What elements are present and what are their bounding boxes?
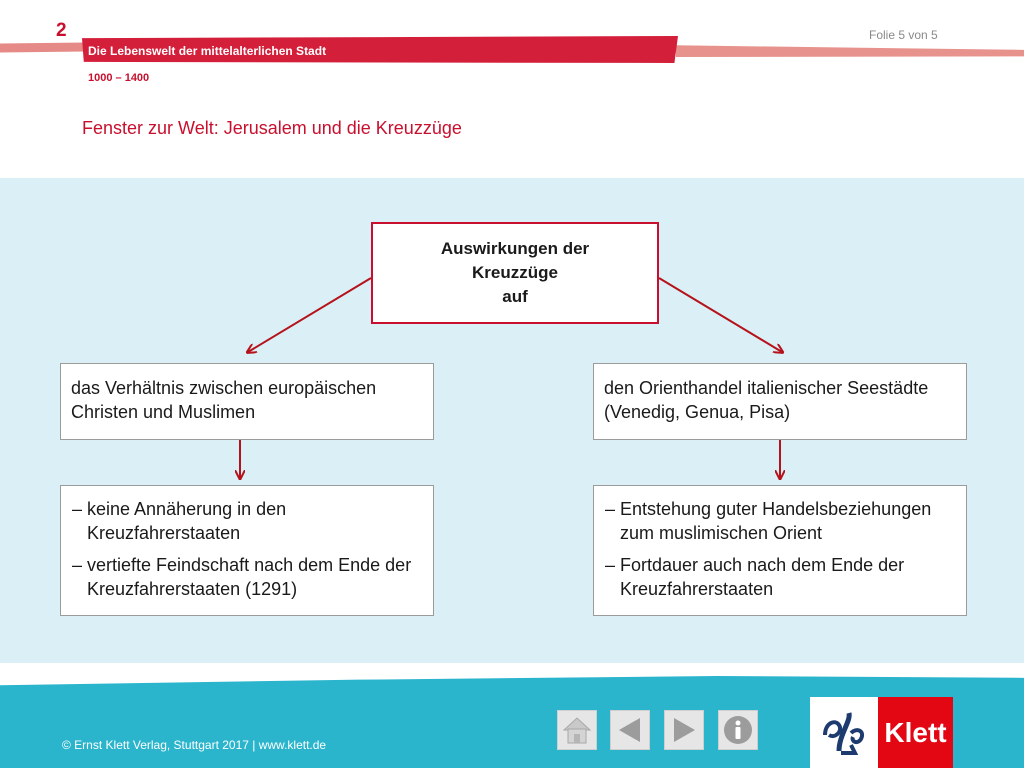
- chapter-title: Die Lebenswelt der mittelalterlichen Stadt: [88, 44, 327, 58]
- effects-box-left: [60, 485, 434, 616]
- period-label: 1000 – 1400: [88, 72, 150, 84]
- copyright-notice: © Ernst Klett Verlag, Stuttgart 2017 | www.klett.de: [62, 738, 327, 752]
- info-icon: [722, 714, 754, 746]
- effect-bullet: –: [71, 555, 82, 575]
- triangle-left-icon: [614, 715, 646, 745]
- topic-text: das Verhältnis zwischen europäischen Christen und Muslimen: [71, 378, 377, 422]
- home-button[interactable]: [557, 710, 597, 750]
- effect-text: Fortdauer auch nach dem Ende der Kreuzfahrerstaaten: [620, 555, 905, 599]
- home-icon: [561, 715, 593, 745]
- effect-item: [600, 497, 960, 545]
- slide-counter: Folie 5 von 5: [869, 28, 938, 42]
- chapter-number: 2: [56, 20, 67, 41]
- effect-item: [600, 553, 960, 601]
- klett-emblem-icon: [817, 705, 871, 761]
- effect-item: [67, 553, 427, 601]
- effect-bullet: –: [604, 499, 615, 519]
- topic-text: den Orienthandel italienischer Seestädte (Venedig, Genua, Pisa): [604, 378, 929, 422]
- root-line: Kreuzzüge: [472, 263, 558, 282]
- root-line: auf: [502, 287, 528, 306]
- effect-item: [67, 497, 427, 545]
- ribbon-right: [676, 44, 1024, 57]
- klett-emblem: [810, 697, 878, 768]
- ribbon-left: [0, 43, 86, 53]
- effect-bullet: –: [604, 555, 615, 575]
- klett-wordmark: Klett: [884, 716, 947, 748]
- topic-box-left: [60, 363, 434, 440]
- klett-wordmark-panel: [878, 697, 953, 768]
- klett-logo: [810, 697, 953, 768]
- next-slide-button[interactable]: [664, 710, 704, 750]
- topic-box-right: [593, 363, 967, 440]
- effect-text: keine Annäherung in den Kreuzfahrerstaaten: [87, 499, 287, 543]
- effect-bullet: –: [71, 499, 82, 519]
- effect-text: vertiefte Feindschaft nach dem Ende der Kreuzfahrerstaaten (1291): [87, 555, 412, 599]
- page-title: Fenster zur Welt: Jerusalem und die Kreuzzüge: [82, 118, 462, 138]
- root-line: Auswirkungen der: [440, 239, 590, 258]
- previous-slide-button[interactable]: [610, 710, 650, 750]
- info-button[interactable]: [718, 710, 758, 750]
- effect-text: Entstehung guter Handelsbeziehungen zum muslimischen Orient: [620, 499, 932, 543]
- triangle-right-icon: [668, 715, 700, 745]
- root-box: [371, 222, 659, 324]
- effects-box-right: [593, 485, 967, 616]
